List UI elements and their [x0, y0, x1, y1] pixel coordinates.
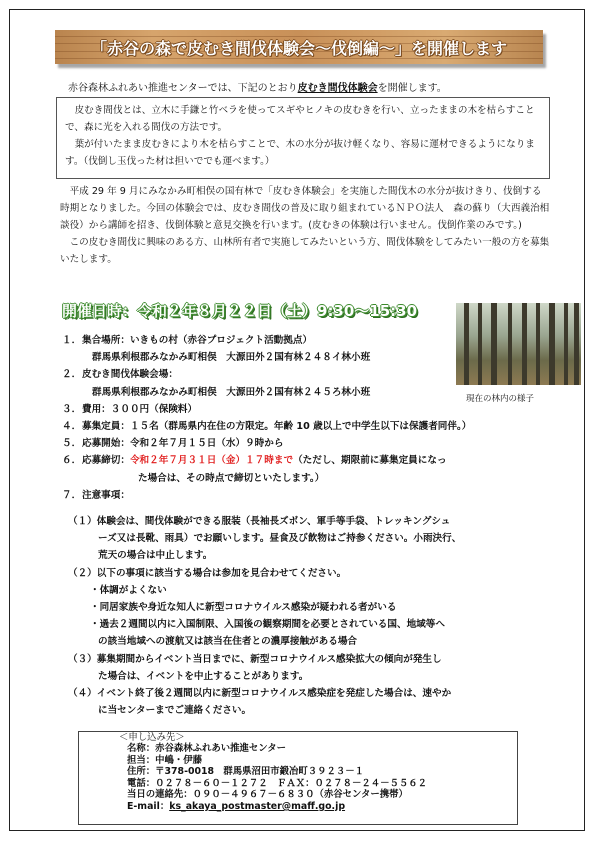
detail-item-1	[62, 332, 502, 349]
note-1-line-2: ーズ又は長靴、雨具）でお願いします。昼食及び飲物はご持参ください。小雨決行、	[98, 533, 462, 545]
item-suffix: （ただし、期限前に募集定員になっ	[293, 455, 447, 467]
note-2-bullet-1: ・体調がよくない	[90, 584, 167, 596]
item-label: 募集定員：１５名（群馬県内在住の方限定。年齢 10 歳以上で中学生以下は保護者同伴。）	[82, 421, 472, 433]
event-date: 開催日時：令和２年８月２２日（土）9:30～15:30	[62, 302, 418, 320]
intro-after: を開催します。	[377, 83, 447, 94]
detail-item-2-address: 群馬県利根郡みなかみ町相俣 大源田外２国有林２４５ろ林小班	[92, 386, 371, 398]
contact-address: 住所：〒378-0018 群馬県沼田市鍛冶町３９２３－１	[127, 766, 365, 778]
item-number: ２．	[62, 369, 82, 381]
detail-item-2	[62, 366, 502, 383]
note-2: （２）以下の事項に該当する場合は参加を見合わせてください。	[68, 567, 347, 579]
contact-email-row	[127, 801, 427, 813]
item-number: ７．	[62, 489, 82, 501]
item-number: １．	[62, 335, 82, 346]
note-2-bullet-3: ・過去２週間以内に入国制限、入国後の観察期間を必要とされている国、地域等へ	[90, 619, 445, 631]
title-banner	[55, 30, 543, 64]
contact-staff: 担当：中嶋・伊藤	[127, 754, 203, 766]
item-number: ３．	[62, 403, 82, 415]
note-4-line-2: に当センターまでご連絡ください。	[98, 705, 252, 717]
item-label: 皮むき間伐体験会場：	[82, 369, 178, 381]
detail-item-6	[62, 452, 502, 469]
email-link[interactable]: ks_akaya_postmaster@maff.go.jp	[169, 800, 346, 812]
item-label: 集合場所：いきもの村（赤谷プロジェクト活動拠点）	[82, 335, 313, 346]
email-label: E-mail：	[127, 800, 170, 812]
deadline-highlight: 令和２年７月３１日（金）１７時まで	[129, 455, 294, 467]
detail-item-5	[62, 435, 502, 452]
detail-item-4	[62, 418, 502, 435]
contact-day-phone: 当日の連絡先：０９０－４９６７－６８３０（赤谷センター携帯）	[127, 789, 408, 801]
note-3-line-1: （３）募集期間からイベント当日までに、新型コロナウイルス感染拡大の傾向が発生し	[68, 653, 442, 665]
detail-item-1-address: 群馬県利根郡みなかみ町相俣 大源田外２国有林２４８イ林小班	[92, 352, 371, 364]
contact-name: 名称：赤谷森林ふれあい推進センター	[127, 743, 287, 754]
contact-header: ＜申し込み先＞	[119, 732, 185, 743]
contact-phone: 電話：０２７８－６０－１２７２ ＦＡＸ：０２７８－２４－５５６２	[127, 777, 428, 789]
item-label: 応募締切：	[82, 455, 130, 467]
intro-highlight: 皮むき間伐体験会	[297, 83, 378, 94]
description-paragraph-1: 平成 29 年 9 月にみなかみ町相俣の国有林で「皮むき体験会」を実施した間伐木の水分が抜けきり、伐倒する時期となりました。今回の体験会では、皮むき間伐の普及に取り組まれているＮＰＯ法人 森の蘇り（大西義治相談役）から講師を招き、伐倒体験と意見交換を行います。(皮むきの体験は行いません。伐倒作業のみです。)	[60, 186, 550, 231]
detail-item-3	[62, 401, 502, 418]
item-label: 注意事項：	[82, 489, 130, 501]
note-3-line-2: た場合は、イベントを中止することがあります。	[98, 670, 309, 682]
explanation-paragraph-1: 皮むき間伐とは、立木に手鎌と竹ベラを使ってスギやヒノキの皮むきを行い、立ったままの木を枯らすことで、森に光を入れる間伐の方法です。	[65, 105, 535, 133]
intro-text	[68, 79, 447, 94]
note-1-line-3: 荒天の場合は中止します。	[98, 550, 213, 562]
item-label: 応募開始：令和２年７月１５日（水）９時から	[82, 438, 284, 450]
description-paragraph-2: この皮むき間伐に興味のある方、山林所有者で実施してみたいという方、間伐体験をしてみたい一般の方を募集いたします。	[60, 237, 550, 265]
item-number: ５．	[62, 438, 82, 450]
note-2-bullet-3-continued: の該当地域への渡航又は該当在住者との濃厚接触がある場合	[98, 636, 358, 648]
item-number: ４．	[62, 421, 82, 433]
explanation-box	[56, 97, 550, 179]
item-number: ６．	[62, 455, 82, 467]
detail-item-7	[62, 487, 502, 504]
note-1-line-1: （１）体験会は、間伐体験ができる服装（長袖長ズボン、軍手等手袋、トレッキングシュ	[68, 516, 451, 527]
description-body	[60, 183, 550, 268]
photo-caption: 現在の林内の様子	[466, 394, 535, 404]
intro-before: 赤谷森林ふれあい推進センターでは、下記のとおり	[68, 83, 298, 94]
explanation-paragraph-2: 葉が付いたまま皮むきにより木を枯らすことで、木の水分が抜け軽くなり、容易に運材できるようになります。（伐倒し玉伐った材は担いででも運べます。）	[65, 139, 535, 167]
notes-list	[68, 513, 558, 719]
page-title: 「赤谷の森で皮むき間伐体験会～伐倒編～」を開催します	[90, 39, 507, 58]
note-4-line-1: （４）イベント終了後２週間以内に新型コロナウイルス感染症を発症した場合は、速やか	[68, 688, 452, 700]
contact-box	[78, 731, 518, 825]
detail-item-6-continued: た場合は、その時点で締切といたします。）	[138, 472, 325, 484]
note-2-bullet-2: ・同居家族や身近な知人に新型コロナウイルス感染が疑われる者がいる	[90, 602, 397, 614]
item-label: 費用：３００円（保険料）	[82, 403, 198, 415]
event-details	[62, 332, 502, 504]
